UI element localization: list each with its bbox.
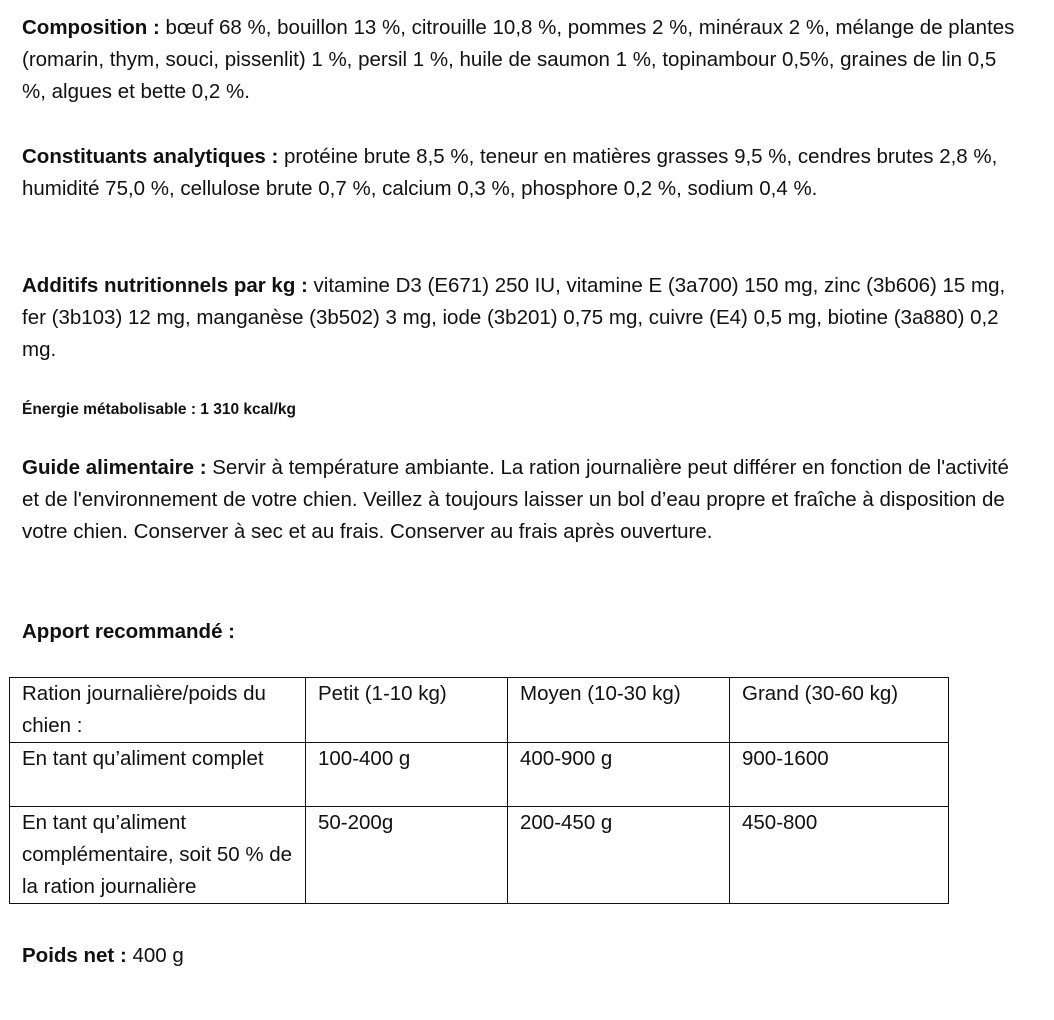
table-cell: Ration journalière/poids du chien : bbox=[10, 678, 306, 743]
poids-text: 400 g bbox=[126, 944, 184, 967]
additifs-label: Additifs nutritionnels par kg : bbox=[22, 274, 308, 297]
table-row bbox=[10, 743, 949, 807]
table-cell: 450-800 bbox=[730, 807, 949, 904]
table-cell: Grand (30-60 kg) bbox=[730, 678, 949, 743]
composition-label: Composition : bbox=[22, 16, 160, 39]
constituants-paragraph bbox=[22, 141, 1022, 205]
table-cell: En tant qu’aliment complet bbox=[10, 743, 306, 807]
poids-label: Poids net : bbox=[22, 944, 127, 967]
ration-table bbox=[9, 677, 949, 904]
constituants-label: Constituants analytiques : bbox=[22, 145, 279, 168]
apport-heading bbox=[22, 616, 1022, 648]
energie-line: Énergie métabolisable : 1 310 kcal/kg bbox=[22, 401, 296, 418]
table-row bbox=[10, 807, 949, 904]
table-header-row bbox=[10, 678, 949, 743]
composition-text: bœuf 68 %, bouillon 13 %, citrouille 10,8 %, pommes 2 %, minéraux 2 %, mélange de plantes (romarin, thym, souci, pissenlit) 1 %, persil 1 %, huile de saumon 1 %, topinambour 0,5%, graines de lin 0,5 %, algues et bette 0,2 %. bbox=[22, 16, 1015, 103]
additifs-paragraph bbox=[22, 270, 1022, 366]
table-cell: 100-400 g bbox=[306, 743, 508, 807]
apport-label: Apport recommandé : bbox=[22, 620, 235, 643]
table-cell: 400-900 g bbox=[508, 743, 730, 807]
guide-text: Servir à température ambiante. La ration journalière peut différer en fonction de l'activité et de l'environnement de votre chien. Veillez à toujours laisser un bol d’eau propre et fraîche à disposition de votre chien. Conserver à sec et au frais. Conserver au frais après ouverture. bbox=[22, 456, 1009, 543]
table-cell: En tant qu’aliment complémentaire, soit 50 % de la ration journalière bbox=[10, 807, 306, 904]
table-cell: Petit (1-10 kg) bbox=[306, 678, 508, 743]
guide-label: Guide alimentaire : bbox=[22, 456, 207, 479]
table-cell: 200-450 g bbox=[508, 807, 730, 904]
constituants-text: protéine brute 8,5 %, teneur en matières grasses 9,5 %, cendres brutes 2,8 %, humidité 75,0 %, cellulose brute 0,7 %, calcium 0,3 %, phosphore 0,2 %, sodium 0,4 %. bbox=[22, 145, 998, 200]
table-cell: 50-200g bbox=[306, 807, 508, 904]
guide-paragraph bbox=[22, 452, 1022, 548]
table-cell: 900-1600 bbox=[730, 743, 949, 807]
table-cell: Moyen (10-30 kg) bbox=[508, 678, 730, 743]
poids-net-line bbox=[22, 940, 1022, 972]
composition-paragraph bbox=[22, 12, 1022, 108]
additifs-text: vitamine D3 (E671) 250 IU, vitamine E (3a700) 150 mg, zinc (3b606) 15 mg, fer (3b103) 12 mg, manganèse (3b502) 3 mg, iode (3b201) 0,75 mg, cuivre (E4) 0,5 mg, biotine (3a880) 0,2 mg. bbox=[22, 274, 1006, 361]
